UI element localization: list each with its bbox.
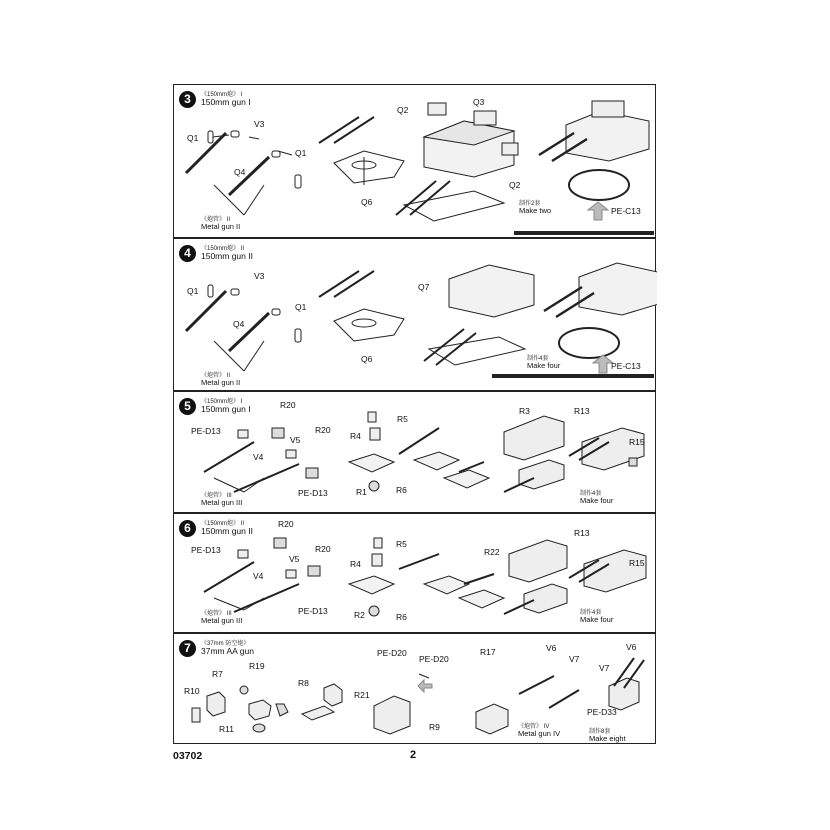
part-label-q4: Q4 <box>233 319 245 329</box>
step-3-title-cn: 《150mm炮》 I <box>201 92 243 98</box>
part-label-pe-d13-b: PE-D13 <box>298 606 328 616</box>
step-7-title: 37mm AA gun <box>201 646 254 656</box>
step-6-quantity-cn: 制作4套 <box>580 610 602 616</box>
step-6-title: 150mm gun II <box>201 526 253 536</box>
step-3-quantity: Make two <box>519 206 552 215</box>
part-label-r20-b: R20 <box>315 425 331 435</box>
step-4-title: 150mm gun II <box>201 251 253 261</box>
page-number: 2 <box>410 749 417 761</box>
step-3-number: 3 <box>179 91 196 108</box>
part-label-q6: Q6 <box>361 354 373 364</box>
step-3-title: 150mm gun I <box>201 97 251 107</box>
part-label-r1: R1 <box>356 487 367 497</box>
part-label-pe-d33: PE-D33 <box>587 707 617 717</box>
part-label-r15: R15 <box>629 558 645 568</box>
part-label-r20-a: R20 <box>278 519 294 529</box>
part-label-q2-a: Q2 <box>397 105 409 115</box>
part-label-r10: R10 <box>184 686 200 696</box>
part-label-r21: R21 <box>354 690 370 700</box>
step-3-note-cn: 《炮管》 II <box>201 217 231 223</box>
step-4-separator <box>492 374 654 378</box>
part-label-q1: Q1 <box>187 133 199 143</box>
step-3-panel <box>173 84 656 238</box>
part-label-q1-b: Q1 <box>295 302 307 312</box>
step-6-number: 6 <box>179 520 196 537</box>
part-label-r6: R6 <box>396 612 407 622</box>
part-label-q1: Q1 <box>187 286 199 296</box>
step-7-panel <box>173 633 656 744</box>
part-label-v4: V4 <box>253 571 264 581</box>
part-label-r4: R4 <box>350 559 361 569</box>
part-label-pe-c13: PE-C13 <box>611 206 641 216</box>
part-label-r8: R8 <box>298 678 309 688</box>
part-label-r17: R17 <box>480 647 496 657</box>
part-label-r13: R13 <box>574 406 590 416</box>
part-label-pe-d20-a: PE-D20 <box>377 648 407 658</box>
part-label-v7-a: V7 <box>569 654 580 664</box>
step-4-quantity: Make four <box>527 361 561 370</box>
part-label-r3: R3 <box>519 406 530 416</box>
step-3-quantity-cn: 制作2套 <box>519 201 541 207</box>
step-4-panel <box>173 238 656 391</box>
part-label-r5: R5 <box>396 539 407 549</box>
part-label-r9: R9 <box>429 722 440 732</box>
step-4-number: 4 <box>179 245 196 262</box>
step-5-title: 150mm gun I <box>201 404 251 414</box>
step-4-quantity-cn: 制作4套 <box>527 356 549 362</box>
step-5-number: 5 <box>179 398 196 415</box>
part-label-r2: R2 <box>354 610 365 620</box>
part-label-v6-a: V6 <box>546 643 557 653</box>
part-label-pe-d13-a: PE-D13 <box>191 545 221 555</box>
part-label-q4: Q4 <box>234 167 246 177</box>
step-5-quantity: Make four <box>580 496 614 505</box>
step-7-quantity-cn: 制作8套 <box>589 729 611 735</box>
step-7-title-cn: 《37mm 防空炮》 <box>201 641 250 647</box>
part-label-r20-b: R20 <box>315 544 331 554</box>
part-label-v3: V3 <box>254 119 265 129</box>
part-label-q2-b: Q2 <box>509 180 521 190</box>
part-label-r22: R22 <box>484 547 500 557</box>
step-4-drawing <box>174 239 657 392</box>
step-5-note-cn: 《炮管》 III <box>201 493 232 499</box>
step-3-separator <box>514 231 654 235</box>
part-label-q3: Q3 <box>473 97 485 107</box>
part-label-r5: R5 <box>397 414 408 424</box>
step-6-note-cn: 《炮管》 III <box>201 611 232 617</box>
part-label-r20-a: R20 <box>280 400 296 410</box>
part-label-q7: Q7 <box>418 282 430 292</box>
product-code: 03702 <box>173 750 203 762</box>
step-4-note: Metal gun II <box>201 378 241 387</box>
part-label-r6: R6 <box>396 485 407 495</box>
step-7-quantity: Make eight <box>589 734 626 743</box>
part-label-v5: V5 <box>289 554 300 564</box>
step-5-panel <box>173 391 656 513</box>
part-label-r19: R19 <box>249 661 265 671</box>
part-label-v4: V4 <box>253 452 264 462</box>
step-5-quantity-cn: 制作4套 <box>580 491 602 497</box>
step-7-number: 7 <box>179 640 196 657</box>
part-label-pe-d13-b: PE-D13 <box>298 488 328 498</box>
step-3-note: Metal gun II <box>201 222 241 231</box>
part-label-v7-b: V7 <box>599 663 610 673</box>
part-label-v3: V3 <box>254 271 265 281</box>
part-label-pe-c13: PE-C13 <box>611 361 641 371</box>
step-4-title-cn: 《150mm炮》 II <box>201 246 245 252</box>
part-label-pe-d20-b: PE-D20 <box>419 654 449 664</box>
step-6-panel <box>173 513 656 633</box>
step-7-note: Metal gun IV <box>518 729 561 738</box>
part-label-r11: R11 <box>219 724 234 734</box>
step-5-note: Metal gun III <box>201 498 243 507</box>
part-label-r4: R4 <box>350 431 361 441</box>
step-4-note-cn: 《炮管》 II <box>201 373 231 379</box>
step-3-drawing <box>174 85 657 239</box>
part-label-q6: Q6 <box>361 197 373 207</box>
step-7-note-cn: 《炮管》 IV <box>518 724 550 730</box>
part-label-r13: R13 <box>574 528 590 538</box>
step-6-quantity: Make four <box>580 615 614 624</box>
part-label-v5: V5 <box>290 435 301 445</box>
step-6-title-cn: 《150mm炮》 II <box>201 521 245 527</box>
step-5-title-cn: 《150mm炮》 I <box>201 399 243 405</box>
part-label-r15: R15 <box>629 437 645 447</box>
part-label-pe-d13-a: PE-D13 <box>191 426 221 436</box>
step-6-note: Metal gun III <box>201 616 243 625</box>
part-label-r7: R7 <box>212 669 223 679</box>
part-label-v6-b: V6 <box>626 642 637 652</box>
part-label-q1-b: Q1 <box>295 148 307 158</box>
